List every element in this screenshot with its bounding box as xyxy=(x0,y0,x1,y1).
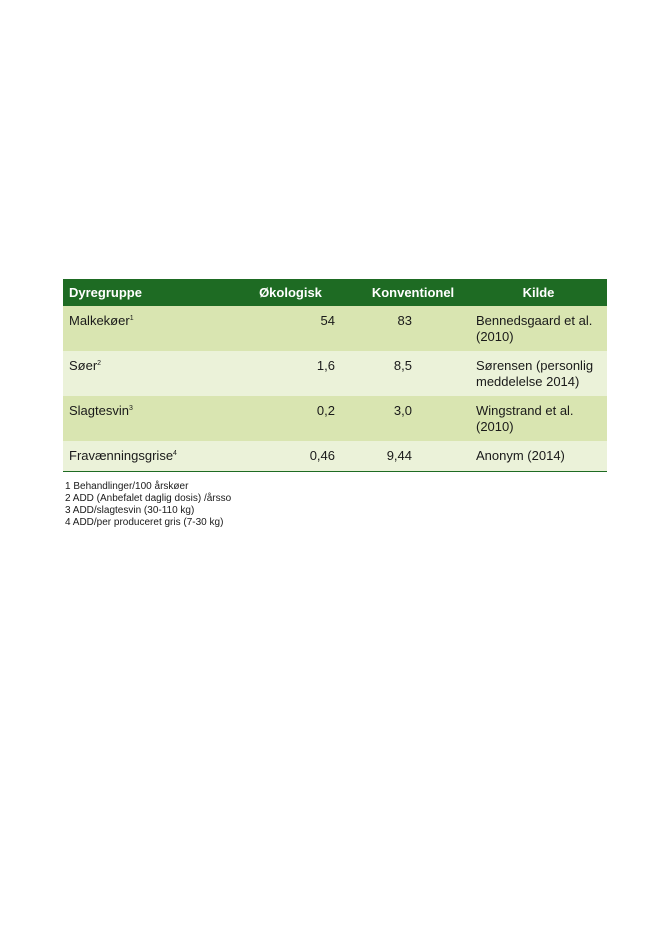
header-konventionel: Konventionel xyxy=(371,285,455,300)
cell-source xyxy=(470,396,607,441)
source-line: Sørensen (personlig xyxy=(476,358,594,373)
cell-group xyxy=(63,306,225,351)
header-kilde: Kilde xyxy=(522,285,555,300)
cell-organic: 0,2 xyxy=(316,403,335,418)
cell-organic: 1,6 xyxy=(316,358,335,373)
footnote-ref: 3 xyxy=(128,405,133,412)
footnote: 2 ADD (Anbefalet daglig dosis) /årsso xyxy=(65,493,232,504)
table-body xyxy=(63,306,607,471)
table-row xyxy=(63,351,607,396)
header-dyregruppe: Dyregruppe xyxy=(69,285,142,300)
cell-source xyxy=(470,306,607,351)
footnote: 4 ADD/per produceret gris (7-30 kg) xyxy=(65,517,224,528)
cell-conventional: 3,0 xyxy=(393,403,412,418)
table-footnotes xyxy=(65,481,231,529)
source-line: Wingstrand et al. xyxy=(476,403,574,418)
source-line: Bennedsgaard et al. xyxy=(476,313,593,328)
header-okologisk: Økologisk xyxy=(259,285,322,300)
footnote-ref: 2 xyxy=(97,360,102,367)
footnote-ref: 4 xyxy=(173,450,177,457)
cell-group xyxy=(63,351,225,396)
footnote-ref: 1 xyxy=(129,315,134,322)
data-table-container xyxy=(63,279,607,472)
source-line: (2010) xyxy=(476,419,514,434)
cell-source xyxy=(470,351,607,396)
antibiotics-table xyxy=(63,279,607,472)
table-row xyxy=(63,396,607,441)
group-label: Malkekøer xyxy=(69,313,130,328)
cell-organic: 0,46 xyxy=(309,448,335,463)
table-row xyxy=(63,306,607,351)
cell-group xyxy=(63,396,225,441)
footnote: 1 Behandlinger/100 årskøer xyxy=(65,481,189,492)
source-line: Anonym (2014) xyxy=(476,448,565,463)
group-label: Slagtesvin xyxy=(69,403,129,418)
cell-conventional: 9,44 xyxy=(386,448,412,463)
group-label: Fravænningsgrise xyxy=(69,448,174,463)
source-line: meddelelse 2014) xyxy=(476,374,580,389)
group-label: Søer xyxy=(69,358,98,373)
cell-group xyxy=(63,441,225,471)
source-line: (2010) xyxy=(476,329,514,344)
cell-conventional: 83 xyxy=(397,313,412,328)
cell-organic: 54 xyxy=(320,313,335,328)
header-row xyxy=(63,279,607,306)
cell-conventional: 8,5 xyxy=(393,358,412,373)
cell-source xyxy=(470,441,607,471)
footnote: 3 ADD/slagtesvin (30-110 kg) xyxy=(65,505,195,516)
table-row xyxy=(63,441,607,471)
table-header xyxy=(63,279,607,306)
